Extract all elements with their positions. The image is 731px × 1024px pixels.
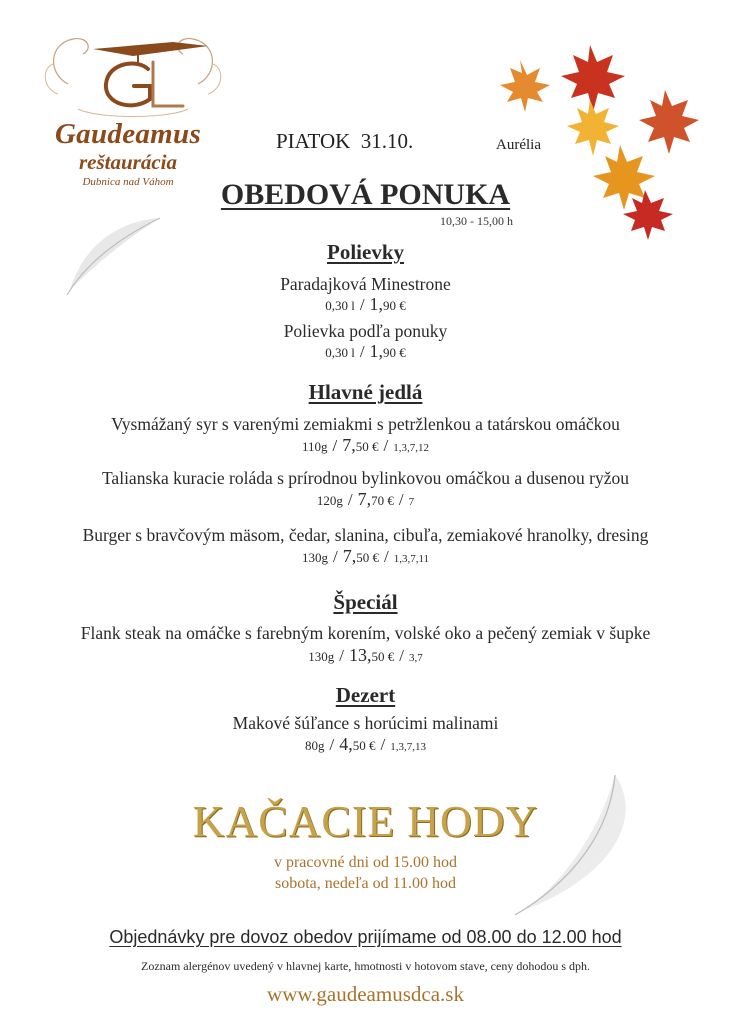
price-decimal: 50 € xyxy=(355,439,379,454)
page-title xyxy=(0,178,731,212)
section-title-text: Špeciál xyxy=(333,590,398,614)
nameday: Aurélia xyxy=(496,137,541,153)
menu-item-name: Talianska kuracie roláda s prírodnou bylinkovou omáčkou a dusenou ryžou xyxy=(101,468,630,488)
menu-item-name: Makové šúľance s horúcimi malinami xyxy=(232,713,499,733)
menu-item-meta: 0,30 l / 1,90 € xyxy=(325,341,406,361)
price-main: 1, xyxy=(369,341,384,361)
portion: 130g xyxy=(308,649,335,664)
menu-item-meta: 0,30 l / 1,90 € xyxy=(325,294,406,314)
menu-item-name: Vysmážaný syr s varenými zemiakmi s petržlenkou a tatárskou omáčkou xyxy=(111,414,620,434)
price-main: 13, xyxy=(349,645,372,665)
brand-city: Dubnica nad Váhom xyxy=(82,176,174,188)
menu-item-meta: 110g / 7,50 € / 1,3,7,12 xyxy=(302,435,429,455)
maple-leaf-icon xyxy=(567,100,619,156)
portion: 80g xyxy=(305,738,325,753)
portion: 0,30 l xyxy=(325,345,355,360)
serving-hours: 10,30 - 15,00 h xyxy=(440,214,513,228)
menu-item-meta: 130g / 13,50 € / 3,7 xyxy=(308,645,423,665)
maple-leaf-icon xyxy=(639,90,699,154)
delivery-order-info xyxy=(0,927,731,948)
price-decimal: 90 € xyxy=(383,345,406,360)
allergens: 1,3,7,13 xyxy=(390,741,426,753)
allergens: 3,7 xyxy=(408,652,423,664)
allergens: 7 xyxy=(408,496,415,508)
promo-title: KAČACIE HODY xyxy=(192,797,539,846)
portion: 110g xyxy=(302,439,328,454)
menu-item-meta: 80g / 4,50 € / 1,3,7,13 xyxy=(305,734,426,754)
page-title-text: OBEDOVÁ PONUKA xyxy=(220,178,511,211)
promo-line-weekend: sobota, nedeľa od 11.00 hod xyxy=(275,875,456,892)
promo-line-weekdays: v pracovné dni od 15.00 hod xyxy=(273,854,458,871)
section-title-soups xyxy=(0,240,731,265)
menu-item-name: Polievka podľa ponuky xyxy=(283,321,448,341)
portion: 120g xyxy=(316,493,343,508)
delivery-order-text: Objednávky pre dovoz obedov prijímame od 08.00 do 12.00 hod xyxy=(109,927,622,947)
price-main: 7, xyxy=(342,435,356,455)
allergens: 1,3,7,12 xyxy=(393,442,429,454)
section-title-text: Dezert xyxy=(335,683,396,707)
portion: 0,30 l xyxy=(325,298,355,313)
price-main: 7, xyxy=(342,546,357,566)
section-title-text: Hlavné jedlá xyxy=(308,380,423,404)
menu-item-meta: 130g / 7,50 € / 1,3,7,11 xyxy=(301,546,430,566)
price-decimal: 70 € xyxy=(371,493,394,508)
price-main: 7, xyxy=(357,489,372,509)
section-title-dessert xyxy=(0,683,731,708)
allergen-note: Zoznam alergénov uvedený v hlavnej karte, hmotnosti v hotovom stave, ceny dohodou s dph. xyxy=(140,959,590,973)
brand-subtitle: reštaurácia xyxy=(78,150,177,174)
price-decimal: 50 € xyxy=(371,649,395,664)
menu-item-name: Flank steak na omáčke s farebným korením, volské oko a pečený zemiak v šupke xyxy=(80,623,651,643)
price-decimal: 50 € xyxy=(356,550,379,565)
section-title-special xyxy=(0,590,731,615)
website-link[interactable]: www.gaudeamusdca.sk xyxy=(267,982,464,1006)
allergens: 1,3,7,11 xyxy=(393,553,430,565)
price-main: 4, xyxy=(339,734,353,754)
menu-item-name: Burger s bravčovým mäsom, čedar, slanina, cibuľa, zemiakové hranolky, dresing xyxy=(82,525,649,545)
menu-item-name: Paradajková Minestrone xyxy=(280,274,451,294)
brand-name: Gaudeamus xyxy=(54,118,202,150)
price-decimal: 50 € xyxy=(352,738,376,753)
section-title-mains xyxy=(0,380,731,405)
price-decimal: 90 € xyxy=(383,298,406,313)
logo-emblem-icon xyxy=(38,14,228,124)
portion: 130g xyxy=(301,550,328,565)
menu-item-meta: 120g / 7,70 € / 7 xyxy=(316,489,415,509)
maple-leaf-icon xyxy=(500,60,550,112)
price-main: 1, xyxy=(369,294,384,314)
menu-day-date: PIATOK 31.10. xyxy=(276,129,414,153)
section-title-text: Polievky xyxy=(327,240,404,264)
